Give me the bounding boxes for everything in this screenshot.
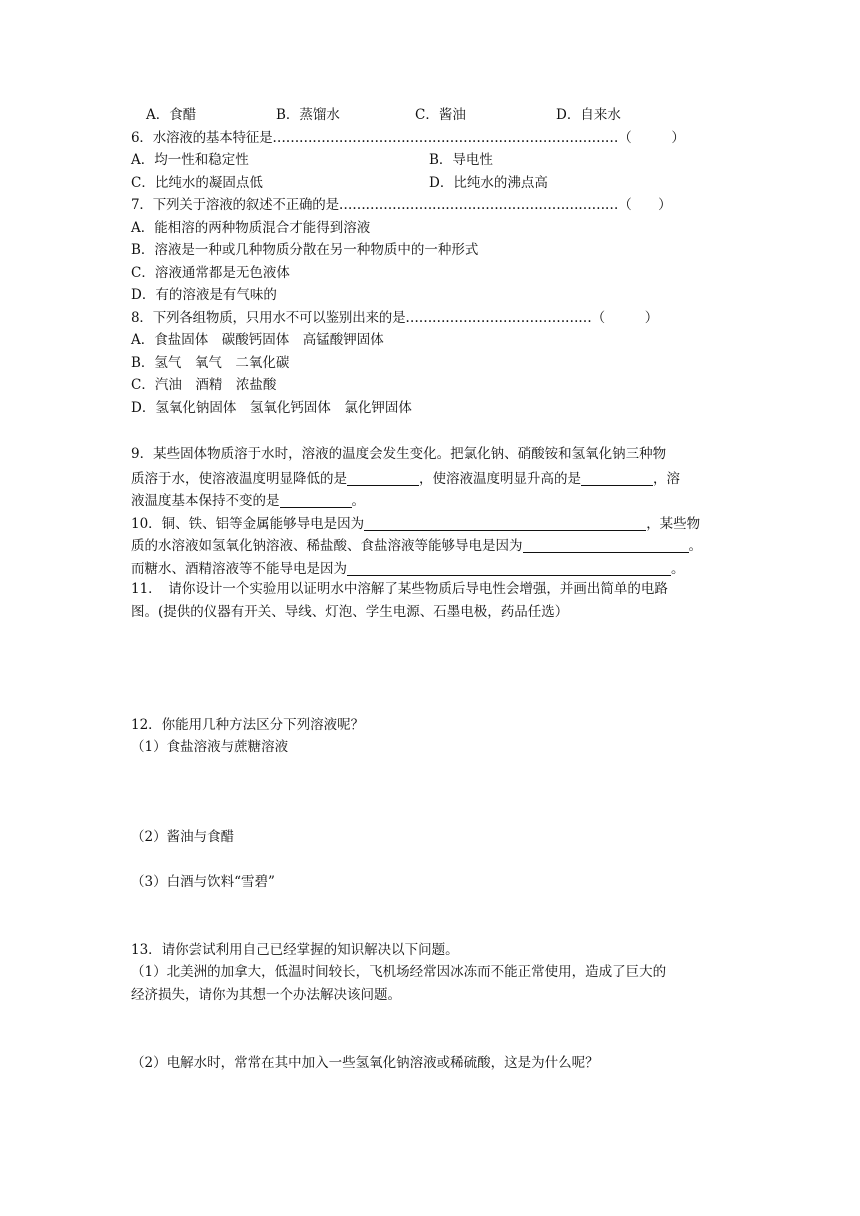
q11-line-2: 图。(提供的仪器有开关、导线、灯泡、学生电源、石墨电极，药品任选） (131, 604, 569, 620)
q9-blank-higher[interactable] (581, 471, 653, 486)
q5-option-b: B．蒸馏水 (276, 107, 340, 123)
q8-option-c: C．汽油 酒精 浓盐酸 (131, 377, 277, 393)
q6-option-b: B．导电性 (429, 152, 493, 168)
q7-option-d: D．有的溶液是有气味的 (131, 287, 277, 303)
q10-text-f: 。 (671, 561, 685, 577)
q7-option-a: A．能相溶的两种物质混合才能得到溶液 (131, 220, 371, 236)
q6-option-d: D．比纯水的沸点高 (429, 175, 548, 191)
q9-text-a: 质溶于水，使溶液温度明显降低的是 (131, 471, 347, 487)
q5-option-c: C．酱油 (415, 107, 466, 123)
q13-part-1-line-2: 经济损失，请你为其想一个办法解决该问题。 (131, 987, 401, 1003)
q6-stem: 6．水溶液的基本特征是……………………………………………………………………（ ） (131, 130, 685, 146)
q8-stem: 8．下列各组物质，只用水不可以鉴别出来的是……………………………………（ ） (131, 310, 659, 326)
q9-blank-unchanged[interactable] (280, 493, 352, 508)
q9-line-2 (131, 471, 680, 487)
q8-option-d: D．氢氧化钠固体 氢氧化钙固体 氯化钾固体 (131, 400, 412, 416)
q10-text-c: 质的水溶液如氢氧化钠溶液、稀盐酸、食盐溶液等能够导电是因为 (131, 538, 523, 554)
q9-text-c: ，溶 (653, 471, 680, 487)
q13-part-2: （2）电解水时，常常在其中加入一些氢氧化钠溶液或稀硫酸，这是为什么呢？ (131, 1055, 599, 1071)
q5-option-a: A．食醋 (146, 107, 197, 123)
q9-text-e: 。 (351, 493, 365, 509)
q10-text-a: 10．铜、铁、铝等金属能够导电是因为 (131, 516, 365, 532)
q10-blank-nonconductive[interactable] (347, 561, 671, 576)
q13-stem: 13．请你尝试利用自己已经掌握的知识解决以下问题。 (131, 942, 459, 958)
q12-part-2: （2）酱油与食醋 (131, 829, 235, 845)
q7-stem: 7．下列关于溶液的叙述不正确的是………………………………………………………（ ） (131, 197, 672, 213)
q9-line-1: 9．某些固体物质溶于水时，溶液的温度会发生变化。把氯化钠、硝酸铵和氢氧化钠三种物 (131, 446, 667, 462)
q10-text-e: 而糖水、酒精溶液等不能导电是因为 (131, 561, 347, 577)
q12-part-3: （3）白酒与饮料“雪碧” (131, 874, 275, 890)
q9-text-b: ，使溶液温度明显升高的是 (419, 471, 581, 487)
q10-blank-solution[interactable] (523, 538, 689, 553)
q5-option-d: D．自来水 (556, 107, 621, 123)
q8-option-a: A．食盐固体 碳酸钙固体 高锰酸钾固体 (131, 332, 384, 348)
q13-part-1-line-1: （1）北美洲的加拿大，低温时间较长，飞机场经常因冰冻而不能正常使用，造成了巨大的 (131, 964, 667, 980)
q7-option-c: C．溶液通常都是无色液体 (131, 265, 290, 281)
q12-part-1: （1）食盐溶液与蔗糖溶液 (131, 739, 289, 755)
q10-line-3 (131, 561, 685, 577)
q6-option-c: C．比纯水的凝固点低 (131, 175, 263, 191)
q10-text-d: 。 (688, 538, 702, 554)
q10-text-b: ，某些物 (646, 516, 701, 532)
q6-option-a: A．均一性和稳定性 (131, 152, 249, 168)
q10-line-1 (131, 516, 700, 532)
q10-line-2 (131, 538, 702, 554)
q7-option-b: B．溶液是一种或几种物质分散在另一种物质中的一种形式 (131, 242, 479, 258)
q9-line-3 (131, 493, 365, 509)
q8-option-b: B．氢气 氧气 二氧化碳 (131, 355, 290, 371)
q9-blank-lower[interactable] (347, 471, 419, 486)
q12-stem: 12．你能用几种方法区分下列溶液呢？ (131, 717, 365, 733)
q11-line-1: 11． 请你设计一个实验用以证明水中溶解了某些物质后导电性会增强，并画出简单的电路 (131, 581, 668, 597)
q10-blank-metal[interactable] (364, 516, 646, 531)
q9-text-d: 液温度基本保持不变的是 (131, 493, 280, 509)
